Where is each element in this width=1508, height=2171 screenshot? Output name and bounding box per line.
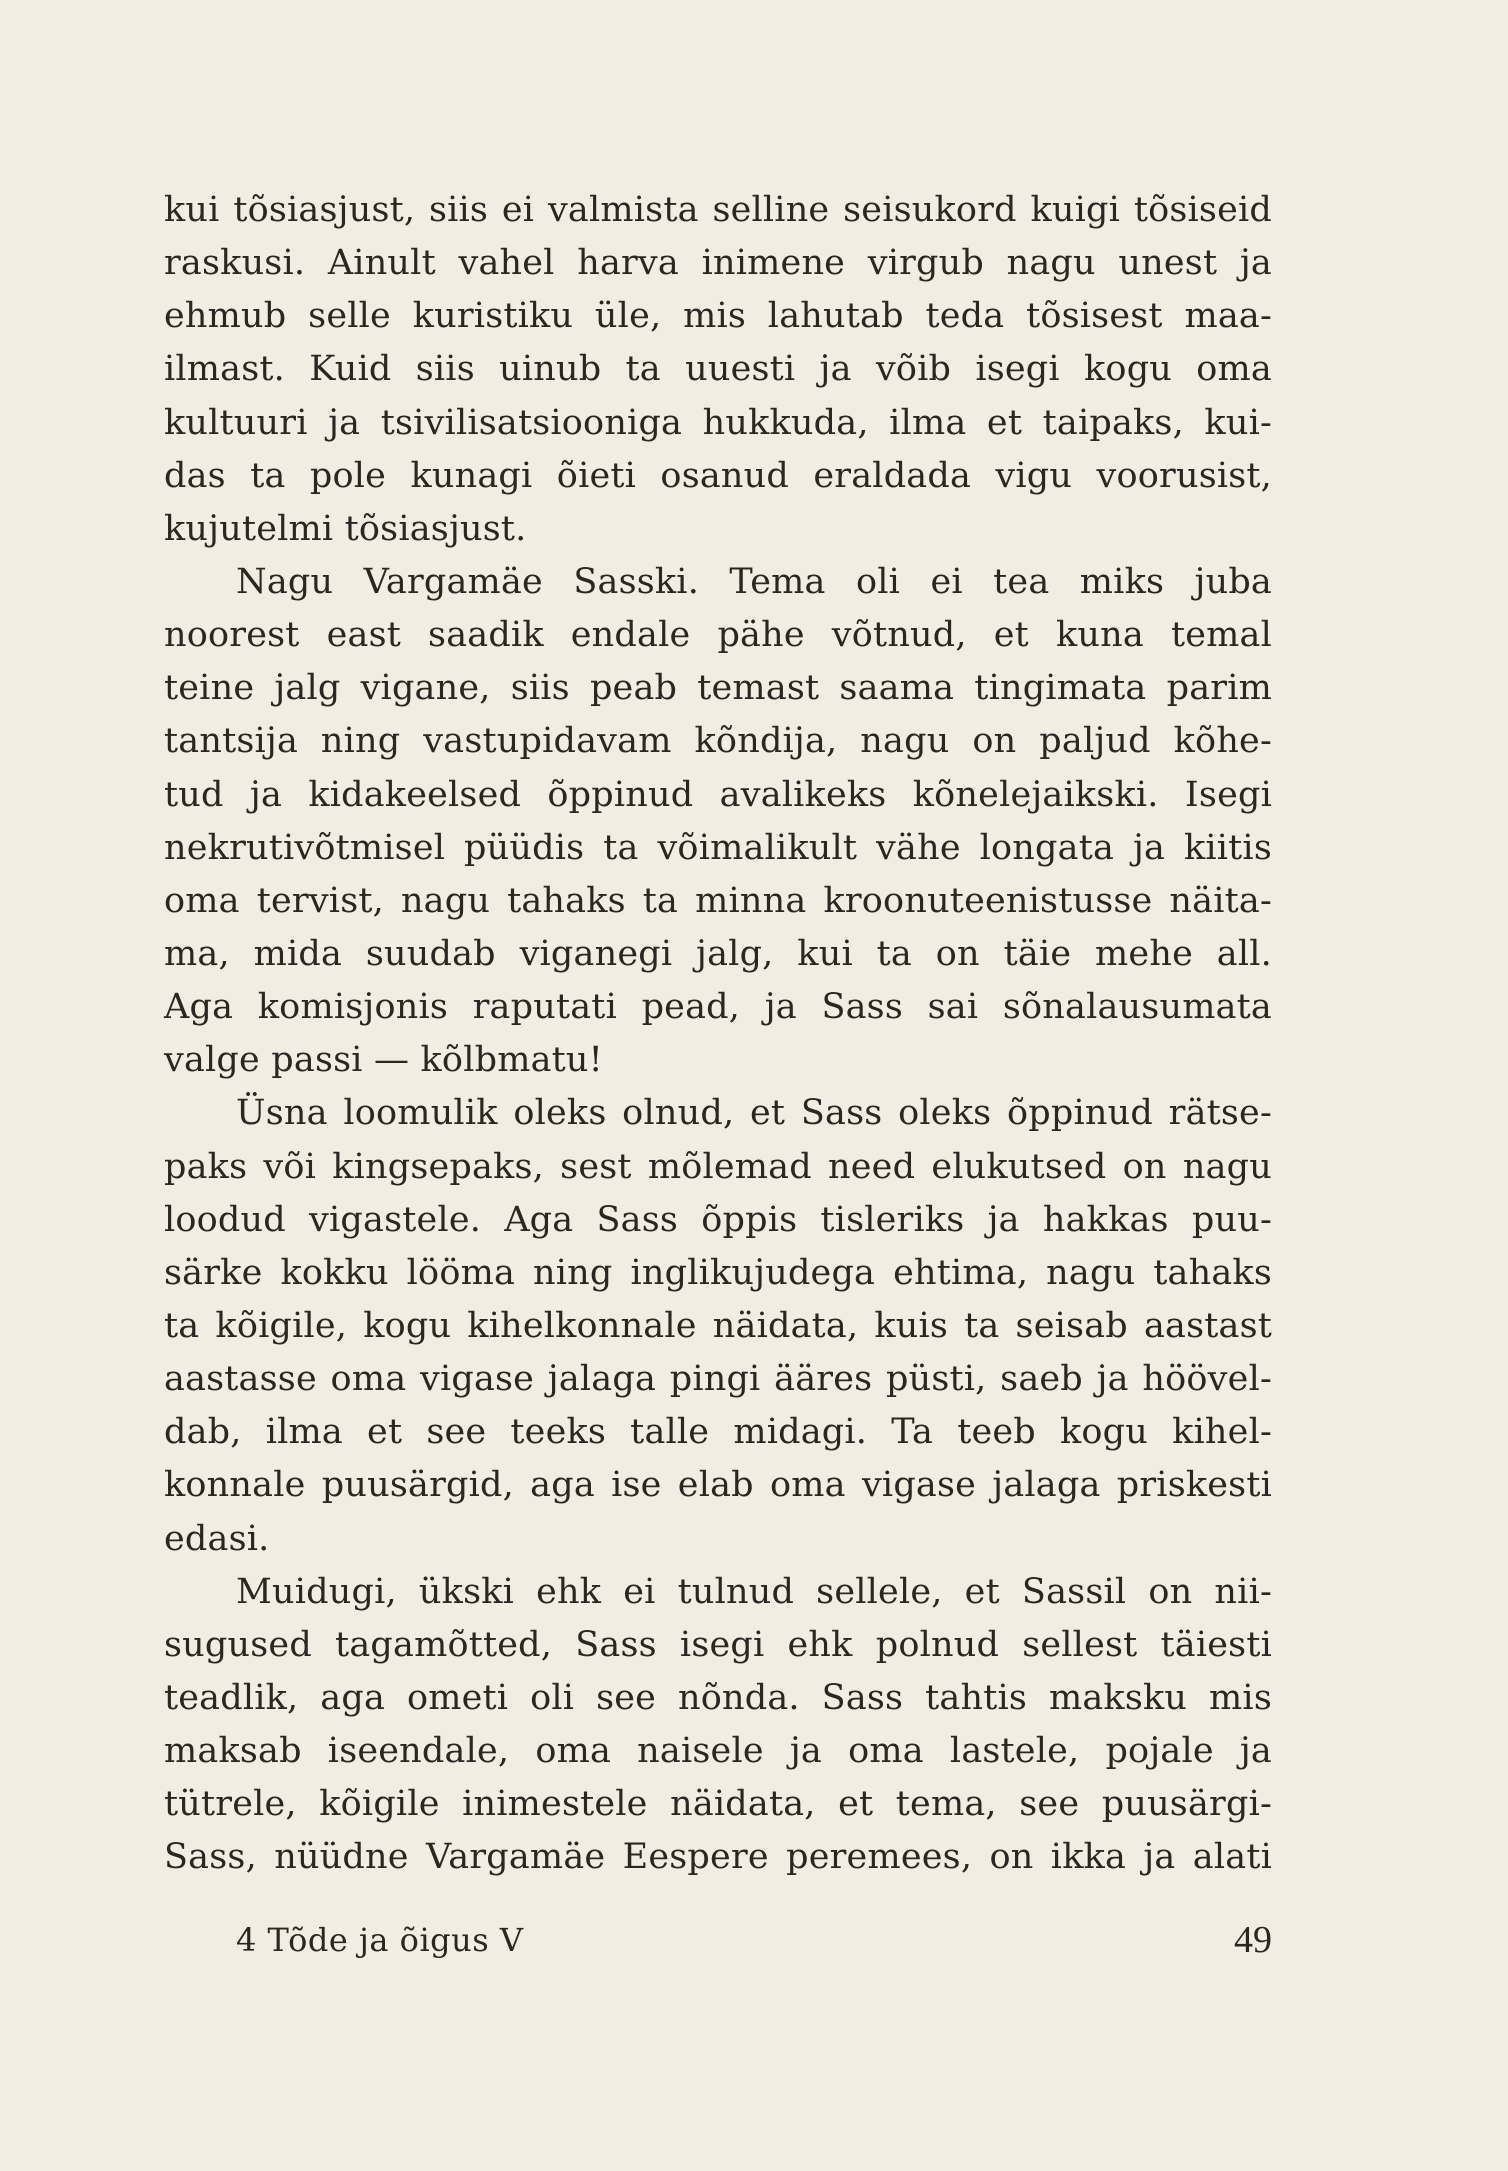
text-line: tud ja kidakeelsed õppinud avalikeks kõnelejaikski. Isegi [164, 774, 1272, 815]
text-line: sugused tagamõtted, Sass isegi ehk polnud sellest täiesti [164, 1624, 1272, 1665]
text-line: kujutelmi tõsiasjust. [164, 508, 527, 549]
text-line: Üsna loomulik oleks olnud, et Sass oleks õppinud rätse- [236, 1093, 1272, 1134]
text-line: Aga komisjonis raputati pead, ja Sass sai sõnalausumata [164, 987, 1272, 1028]
text-line: tütrele, kõigile inimestele näidata, et tema, see puusärgi- [164, 1784, 1272, 1825]
body-text [164, 184, 1272, 1885]
text-line: kultuuri ja tsivilisatsiooniga hukkuda, ilma et taipaks, kui- [164, 402, 1272, 443]
text-line: edasi. [164, 1518, 270, 1559]
text-line: konnale puusärgid, aga ise elab oma vigase jalaga priskesti [164, 1465, 1272, 1506]
text-line: Nagu Vargamäe Sasski. Tema oli ei tea miks juba [236, 561, 1272, 602]
text-line: oma tervist, nagu tahaks ta minna kroonuteenistusse näita- [164, 880, 1272, 921]
printer-signature: 4 Tõde ja õigus V [236, 1921, 524, 1959]
text-line: raskusi. Ainult vahel harva inimene virgub nagu unest ja [164, 243, 1272, 284]
text-line: Muidugi, ükski ehk ei tulnud sellele, et Sassil on nii- [236, 1571, 1272, 1612]
text-line: ilmast. Kuid siis uinub ta uuesti ja võib isegi kogu oma [164, 349, 1272, 390]
page-footer [164, 1912, 1272, 1968]
text-line: aastasse oma vigase jalaga pingi ääres püsti, saeb ja höövel- [164, 1359, 1272, 1400]
text-line: loodud vigastele. Aga Sass õppis tisleriks ja hakkas puu- [164, 1199, 1272, 1240]
text-line: ehmub selle kuristiku üle, mis lahutab teda tõsisest maa- [164, 296, 1272, 337]
text-line: dab, ilma et see teeks talle midagi. Ta teeb kogu kihel- [164, 1412, 1272, 1453]
text-line: nekrutivõtmisel püüdis ta võimalikult vähe longata ja kiitis [164, 827, 1272, 868]
text-line: teine jalg vigane, siis peab temast saama tingimata parim [164, 668, 1272, 709]
text-line: kui tõsiasjust, siis ei valmista selline seisukord kuigi tõsiseid [164, 190, 1272, 230]
text-line: maksab iseendale, oma naisele ja oma lastele, pojale ja [164, 1731, 1272, 1772]
text-line: ta kõigile, kogu kihelkonnale näidata, kuis ta seisab aastast [164, 1305, 1272, 1346]
text-line: särke kokku lööma ning inglikujudega ehtima, nagu tahaks [164, 1252, 1272, 1293]
page-number: 49 [1234, 1919, 1272, 1961]
text-line: ma, mida suudab viganegi jalg, kui ta on täie mehe all. [164, 933, 1272, 974]
text-line: Sass, nüüdne Vargamäe Eespere peremees, on ikka ja alati [164, 1837, 1272, 1878]
text-line: paks või kingsepaks, sest mõlemad need elukutsed on nagu [164, 1146, 1272, 1187]
text-line: teadlik, aga ometi oli see nõnda. Sass tahtis maksku mis [164, 1677, 1272, 1718]
text-line: tantsija ning vastupidavam kõndija, nagu on paljud kõhe- [164, 721, 1272, 762]
text-line: noorest east saadik endale pähe võtnud, et kuna temal [164, 615, 1272, 656]
text-line: das ta pole kunagi õieti osanud eraldada vigu voorusist, [164, 455, 1272, 496]
text-line: valge passi — kõlbmatu! [164, 1040, 603, 1081]
